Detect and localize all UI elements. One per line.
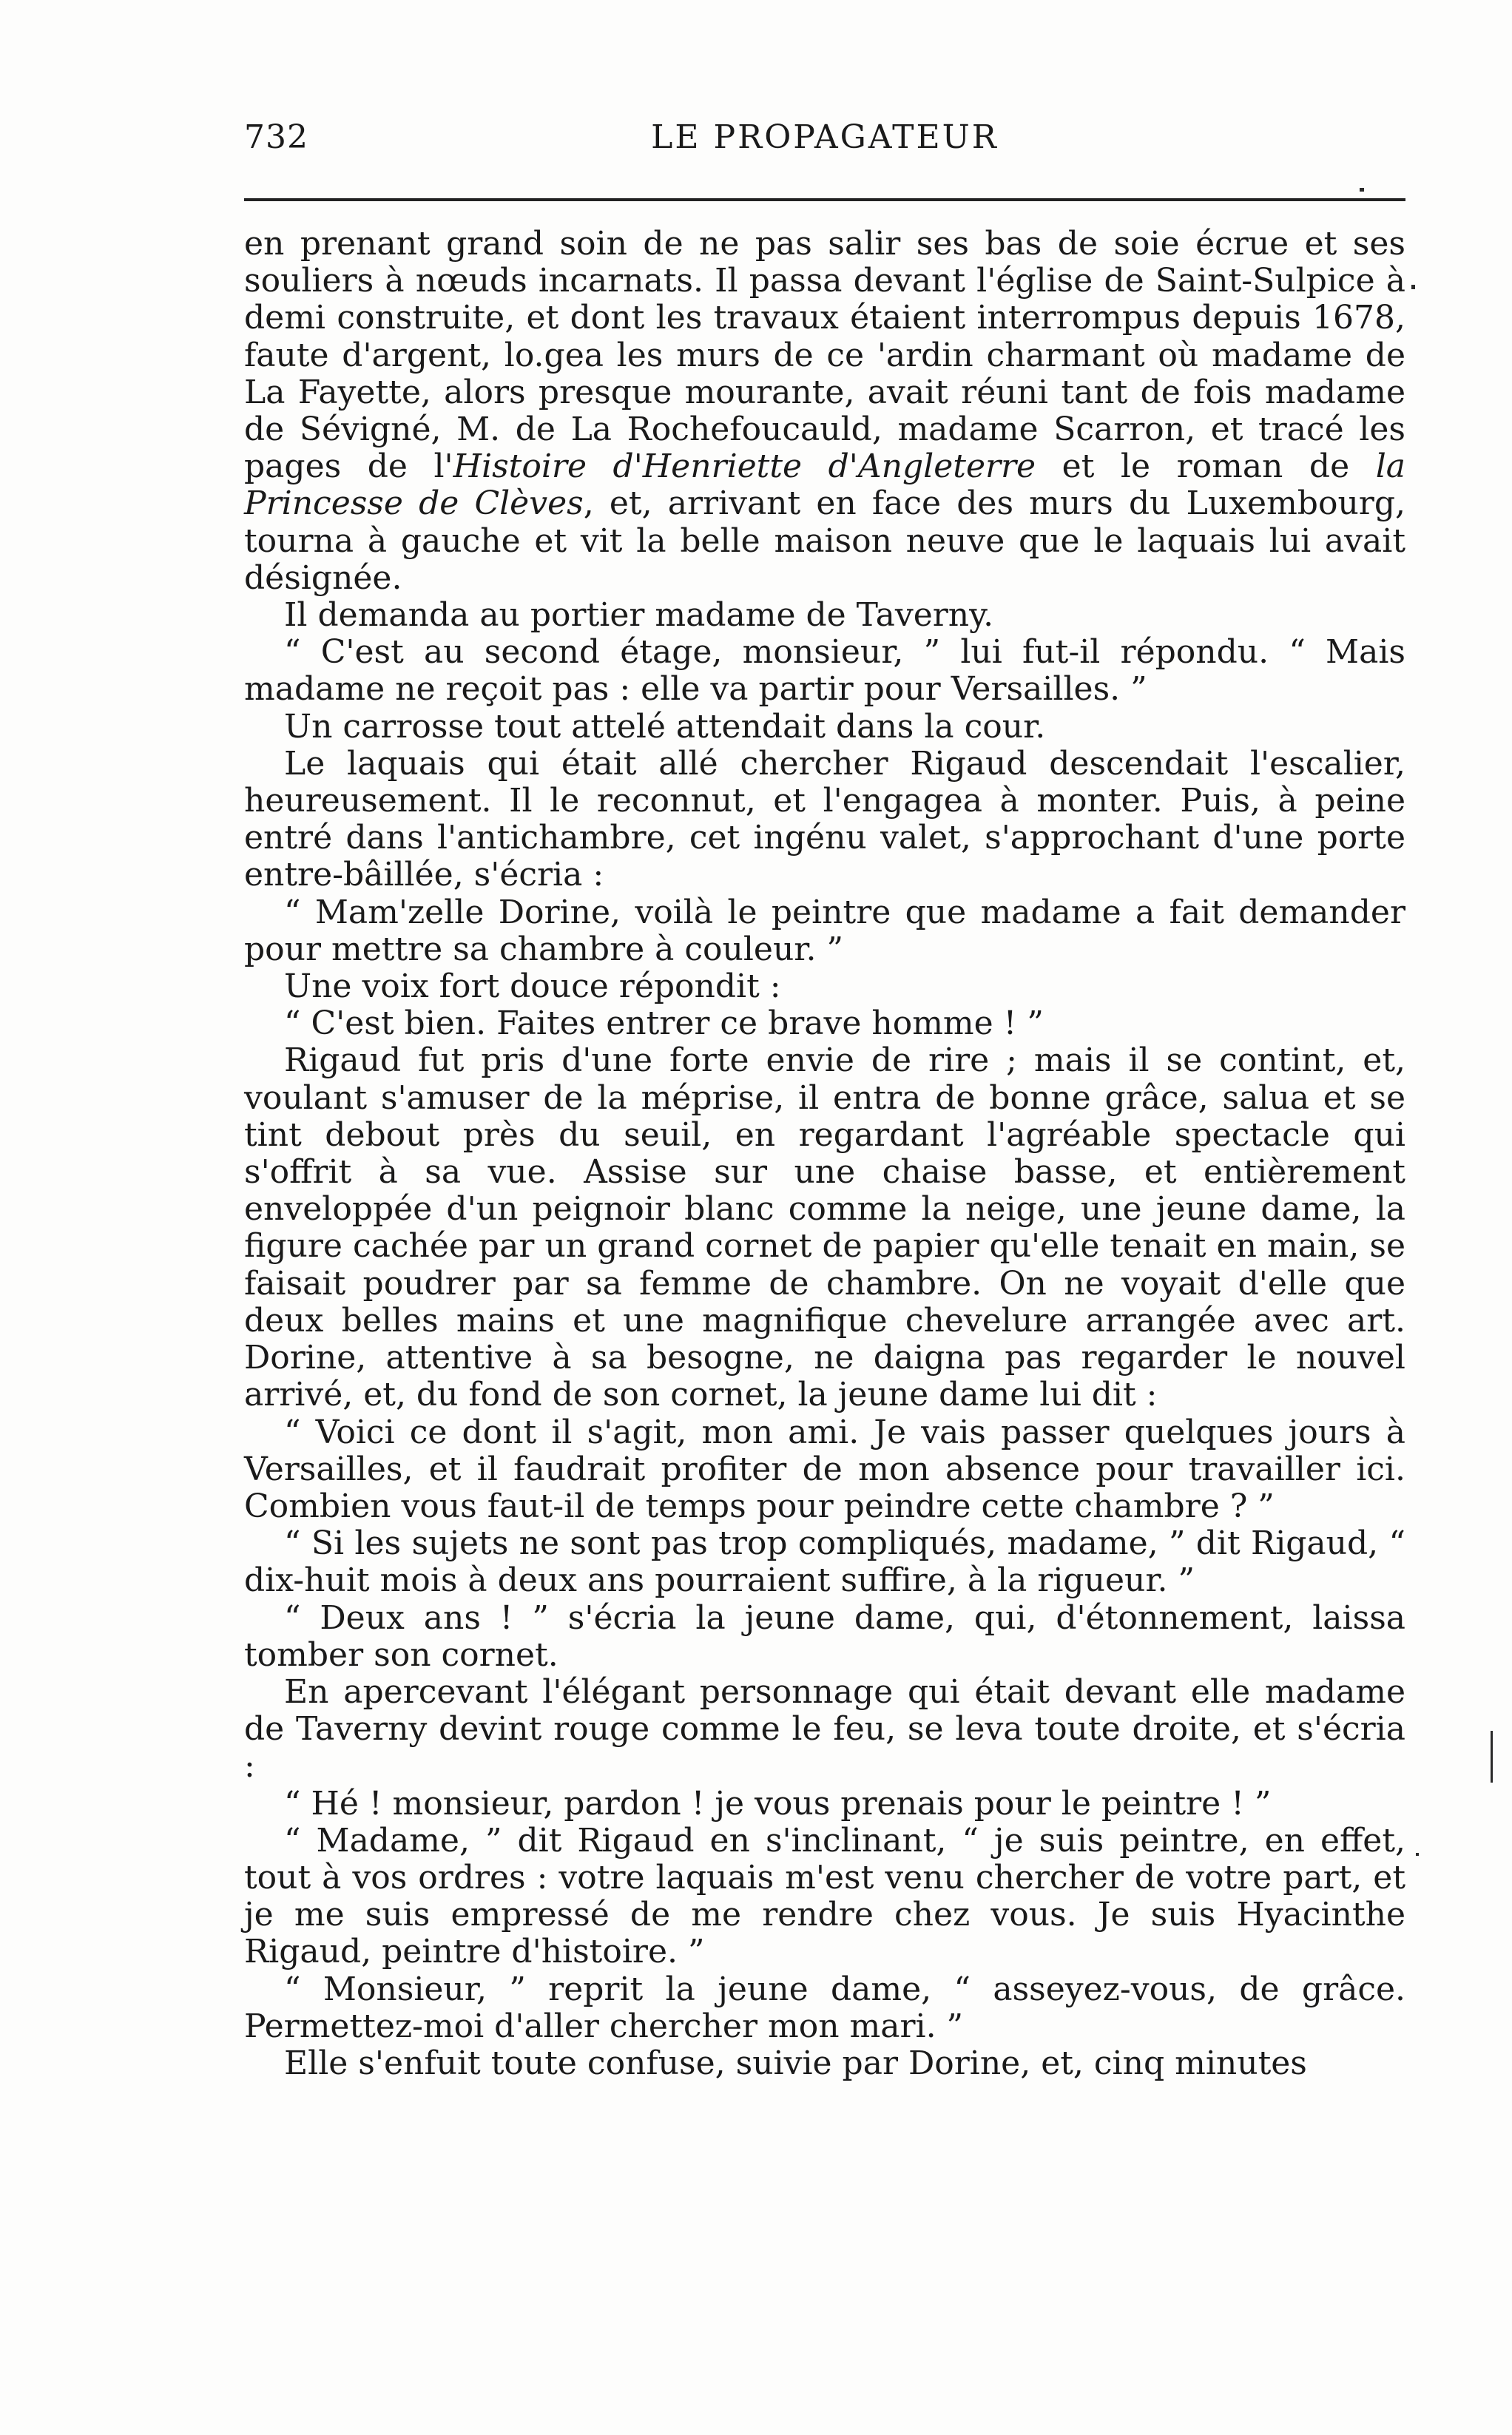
text-run: Le laquais qui était allé chercher Rigaud descendait l'escalier, heureusement. Il le reconnut, et l'engagea à monter. Puis, à peine entré dans l'antichambre, cet ingénu valet, s'approchant d'une porte entre-bâillée, s'écria : (244, 744, 1405, 894)
text-run: Elle s'enfuit toute confuse, suivie par Dorine, et, cinq minutes (284, 2044, 1307, 2082)
text-run: “ Deux ans ! ” s'écria la jeune dame, qui, d'étonnement, laissa tomber son cornet. (244, 1598, 1405, 1674)
paragraph-p8 (244, 1005, 1405, 1042)
italic-title: Histoire d'Henriette d'Angleterre (453, 448, 1036, 486)
edge-speck (1360, 188, 1364, 192)
paragraph-p16 (244, 1971, 1405, 2045)
page-number: 732 (244, 118, 308, 156)
paragraph-p13 (244, 1674, 1405, 1786)
edge-speck (1491, 1731, 1493, 1783)
paragraph-p2 (244, 597, 1405, 634)
paragraph-p12 (244, 1600, 1405, 1674)
body-text (244, 226, 1405, 2082)
text-run: “ Hé ! monsieur, pardon ! je vous prenais pour le peintre ! ” (284, 1784, 1272, 1823)
text-run: “ Madame, ” dit Rigaud en s'inclinant, “ je suis peintre, en effet, tout à vos ordres : votre laquais m'est venu chercher de votre part, et je me suis empressé de me rendre chez vous. Je suis Hyacinthe Rigaud, peintre d'histoire. ” (244, 1821, 1405, 1971)
paragraph-p11 (244, 1525, 1405, 1599)
paragraph-p5 (244, 746, 1405, 894)
paragraph-p14 (244, 1786, 1405, 1823)
italic-title: la Princesse de Clèves (244, 448, 1405, 523)
paragraph-p4 (244, 709, 1405, 746)
text-run: en prenant grand soin de ne pas salir ses bas de soie écrue et ses souliers à nœuds incarnats. Il passa devant l'église de Saint-Sulpice à demi construite, et dont les travaux étaient interrompus depuis 1678, faute d'argent, lo.gea les murs de ce 'ardin charmant où madame de La Fayette, alors presque mourante, avait réuni tant de fois madame de Sévigné, M. de La Rochefoucauld, madame Scarron, et tracé les pages de l' (244, 225, 1405, 486)
paragraph-p9 (244, 1042, 1405, 1414)
text-run: “ Voici ce dont il s'agit, mon ami. Je vais passer quelques jours à Versailles, et il faudrait profiter de mon absence pour travailler ici. Combien vous faut-il de temps pour peindre cette chambre ? ” (244, 1413, 1405, 1525)
text-run: En apercevant l'élégant personnage qui était devant elle madame de Taverny devint rouge comme le feu, se leva toute droite, et s'écria : (244, 1672, 1405, 1786)
text-run: “ C'est au second étage, monsieur, ” lui fut-il répondu. “ Mais madame ne reçoit pas : elle va partir pour Versailles. ” (244, 633, 1405, 709)
edge-speck (1411, 285, 1415, 289)
paragraph-p7 (244, 968, 1405, 1005)
text-run: et le roman de (1036, 448, 1376, 486)
text-run: “ Mam'zelle Dorine, voilà le peintre que madame a fait demander pour mettre sa chambre à couleur. ” (244, 893, 1405, 968)
text-run: “ Si les sujets ne sont pas trop compliqués, madame, ” dit Rigaud, “ dix-huit mois à deux ans pourraient suffire, à la rigueur. ” (244, 1524, 1405, 1600)
paragraph-p10 (244, 1414, 1405, 1526)
text-run: Il demanda au portier madame de Taverny. (284, 596, 994, 635)
text-run: , et, arrivant en face des murs du Luxembourg, tourna à gauche et vit la belle maison neuve que le laquais lui avait désignée. (244, 484, 1405, 597)
text-run: “ Monsieur, ” reprit la jeune dame, “ asseyez-vous, de grâce. Permettez-moi d'aller chercher mon mari. ” (244, 1970, 1405, 2045)
text-run: Une voix fort douce répondit : (284, 967, 781, 1006)
running-title: LE PROPAGATEUR (651, 118, 999, 156)
text-run: Un carrosse tout attelé attendait dans la cour. (284, 707, 1046, 746)
paragraph-p1 (244, 226, 1405, 597)
paragraph-p3 (244, 634, 1405, 708)
header-rule (244, 198, 1405, 201)
text-run: “ C'est bien. Faites entrer ce brave homme ! ” (284, 1004, 1044, 1043)
edge-speck (1416, 1853, 1419, 1856)
page-header (244, 118, 1405, 178)
paragraph-p17 (244, 2045, 1405, 2082)
paragraph-p6 (244, 894, 1405, 968)
text-run: Rigaud fut pris d'une forte envie de rire ; mais il se contint, et, voulant s'amuser de la méprise, il entra de bonne grâce, salua et se tint debout près du seuil, en regardant l'agréable spectacle qui s'offrit à sa vue. Assise sur une chaise basse, et entièrement enveloppée d'un peignoir blanc comme la neige, une jeune dame, la figure cachée par un grand cornet de papier qu'elle tenait en main, se faisait poudrer par sa femme de chambre. On ne voyait d'elle que deux belles mains et une magnifique chevelure arrangée avec art. Dorine, attentive à sa besogne, ne daigna pas regarder le nouvel arrivé, et, du fond de son cornet, la jeune dame lui dit : (244, 1041, 1405, 1414)
paragraph-p15 (244, 1823, 1405, 1971)
